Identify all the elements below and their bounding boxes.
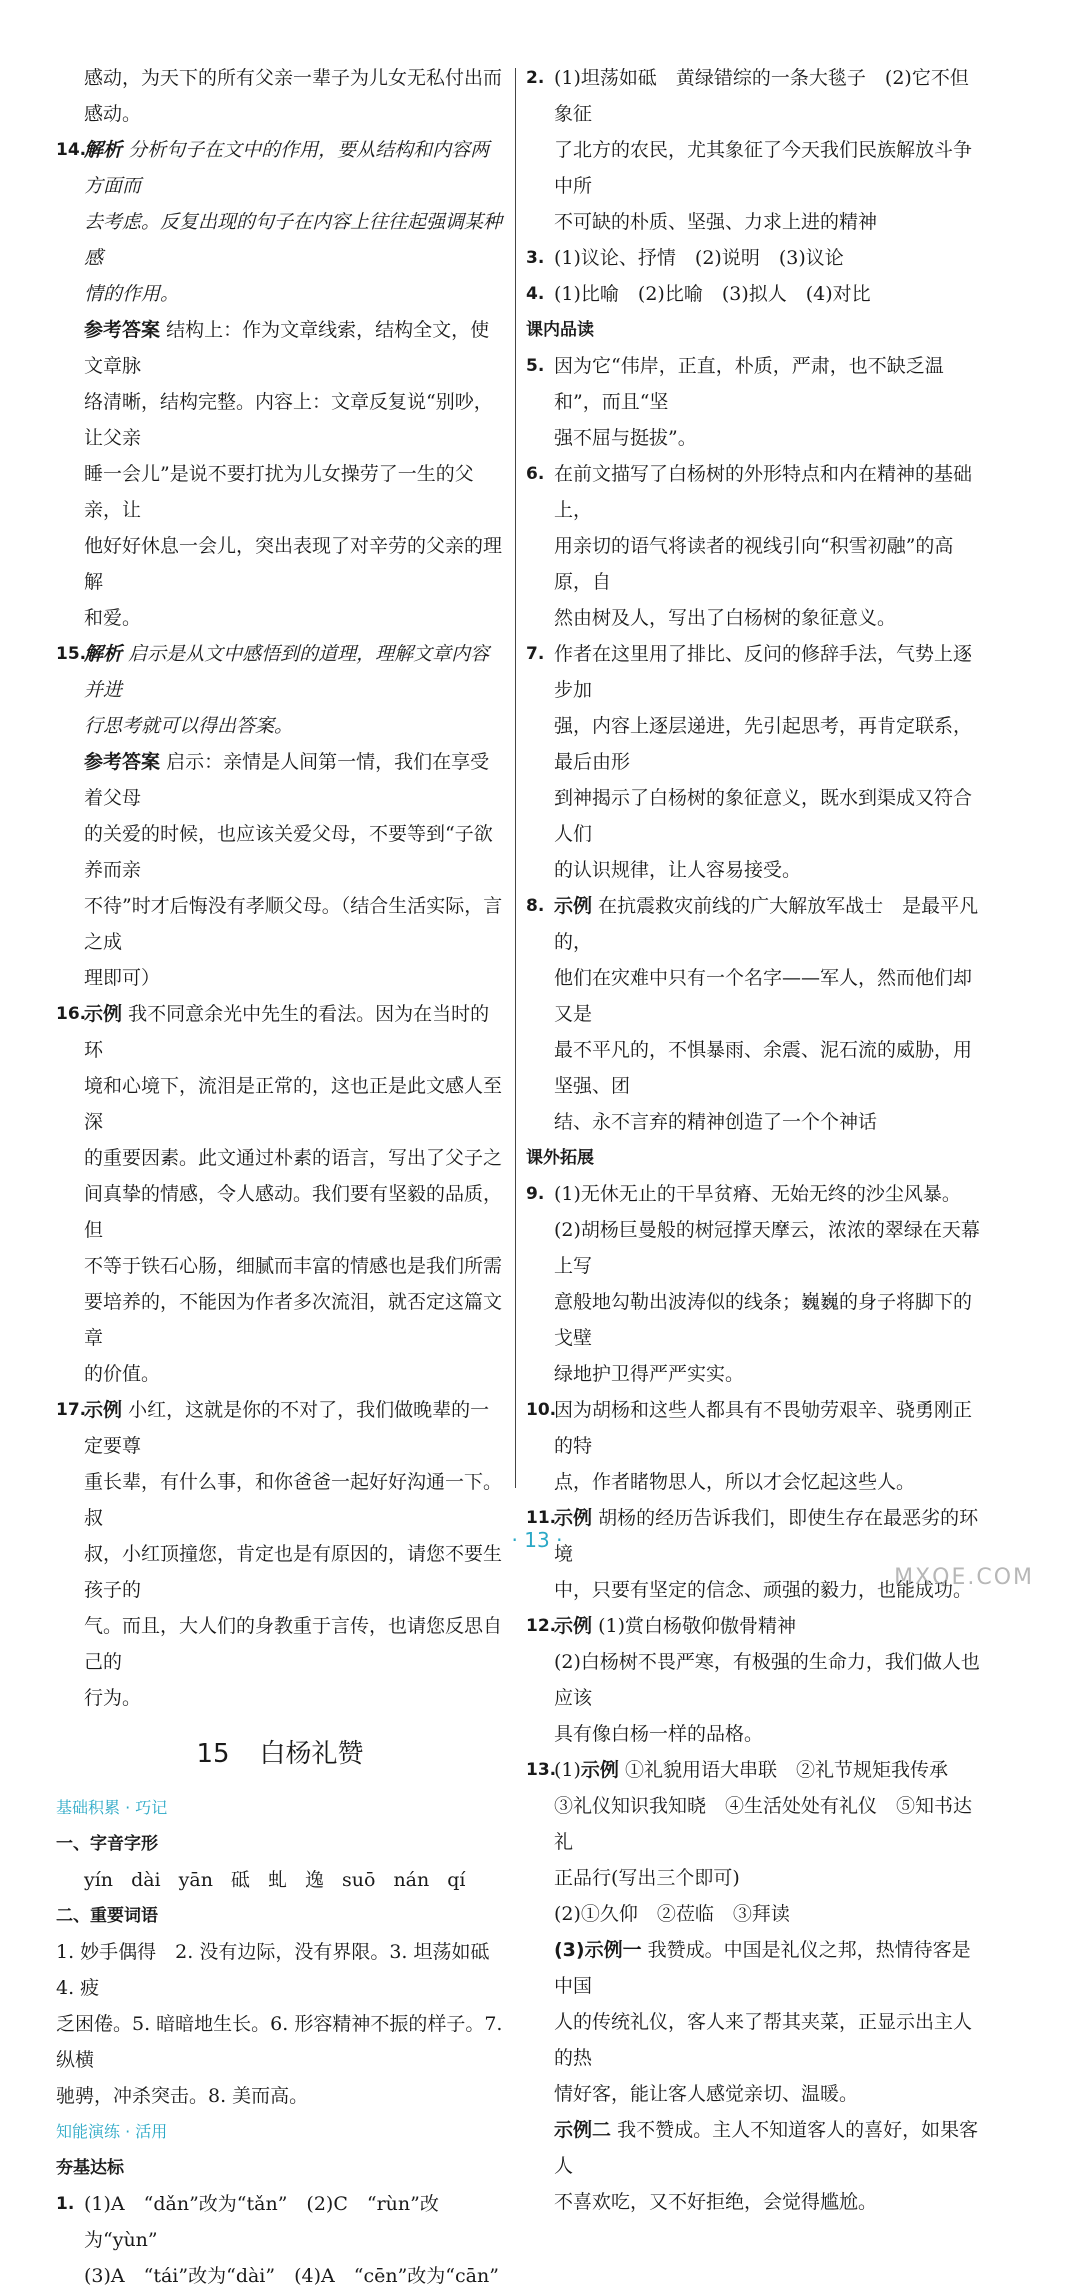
subsection-heading: 课外拓展 — [526, 1148, 594, 1168]
text-line: ①礼貌用语大串联 ②礼节规矩我传承 — [624, 1759, 948, 1781]
subsection-heading: 一、字音字形 — [56, 1834, 158, 1854]
text-line: 情好客，能让客人感觉亲切、温暖。 — [554, 2083, 859, 2105]
example-label: (3)示例一 — [554, 1939, 642, 1961]
lesson-number: 15 — [196, 1739, 230, 1769]
question-16 — [56, 996, 504, 1392]
text-line: (1) — [554, 1759, 581, 1781]
text-line: 络清晰，结构完整。内容上：文章反复说“别吵，让父亲 — [84, 391, 493, 449]
question-number: 8. — [526, 896, 545, 916]
example-label: 示例 — [580, 1759, 619, 1781]
example-label: 示例 — [84, 1399, 123, 1421]
text-line: 人的传统礼仪，客人来了帮其夹菜，正显示出主人的热 — [554, 2011, 973, 2069]
text-line: 点，作者睹物思人，所以才会忆起这些人。 — [554, 1471, 916, 1493]
text-line: 我不同意余光中先生的看法。因为在当时的环 — [84, 1003, 490, 1061]
text-line: 结、永不言弃的精神创造了一个个神话 — [554, 1111, 878, 1133]
section-heading: 知能演练 · 活用 — [56, 2122, 168, 2141]
pinyin-row — [56, 1862, 504, 1898]
text-line: 在抗震救灾前线的广大解放军战士 是最平凡的， — [554, 895, 979, 953]
question-6 — [526, 456, 986, 636]
text-line: 强，内容上逐层递进，先引起思考，再肯定联系，最后由形 — [554, 715, 973, 773]
text-line: 不喜欢吃，又不好拒绝，会觉得尴尬。 — [554, 2191, 878, 2213]
example-label: 示例 — [84, 1003, 123, 1025]
text-line: 行为。 — [84, 1687, 142, 1709]
text-line: 的认识规律，让人容易接受。 — [554, 859, 802, 881]
text-line: 到神揭示了白杨树的象征意义，既水到渠成又符合人们 — [554, 787, 973, 845]
text-line: 他好好休息一会儿，突出表现了对辛劳的父亲的理解 — [84, 535, 503, 593]
text-line: (1)无休无止的干旱贫瘠、无始无终的沙尘风暴。 — [554, 1183, 961, 1205]
question-11 — [526, 1500, 986, 1608]
question-number: 16. — [56, 1004, 87, 1024]
question-number: 7. — [526, 644, 545, 664]
text-line: (1)坦荡如砥 黄绿错综的一条大毯子 (2)它不但象征 — [554, 67, 969, 125]
question-number: 17. — [56, 1400, 87, 1420]
question-4 — [526, 276, 986, 312]
text-line: 正品行(写出三个即可) — [554, 1867, 740, 1889]
pinyin-item: dài — [131, 1869, 161, 1891]
question-number: 6. — [526, 464, 545, 484]
question-number: 10. — [526, 1400, 557, 1420]
text-line: 意般地勾勒出波涛似的线条；巍巍的身子将脚下的戈壁 — [554, 1291, 973, 1349]
question-8 — [526, 888, 986, 1140]
question-number: 14. — [56, 140, 87, 160]
text-line: 用亲切的语气将读者的视线引向“积雪初融”的高原，自 — [554, 535, 954, 593]
text-line: 的关爱的时候，也应该关爱父母，不要等到“子欲养而亲 — [84, 823, 493, 881]
text-line: 强不屈与挺拔”。 — [554, 427, 697, 449]
text-line: 小红，这就是你的不对了，我们做晚辈的一定要尊 — [84, 1399, 490, 1457]
question-17 — [56, 1392, 512, 1716]
question-number: 11. — [526, 1508, 557, 1528]
question-number: 2. — [526, 68, 545, 88]
question-5 — [526, 348, 986, 456]
pinyin-item: 虬 — [267, 1869, 287, 1891]
text-line: (3)A “tái”改为“dài” (4)A “cēn”改为“cān” — [84, 2265, 499, 2287]
text-line: 因为胡杨和这些人都具有不畏劬劳艰辛、骁勇刚正的特 — [554, 1399, 973, 1457]
pinyin-item: 逸 — [304, 1869, 324, 1891]
text-line: 因为它“伟岸，正直，朴质，严肃，也不缺乏温和”，而且“坚 — [554, 355, 944, 413]
text-line: 情的作用。 — [84, 283, 180, 305]
subsection-heading: 课内品读 — [526, 320, 594, 340]
text-line: 感动，为天下的所有父亲一辈子为儿女无私付出而 — [84, 67, 503, 89]
analysis-label: 解析 — [84, 643, 123, 665]
question-1 — [56, 2186, 504, 2294]
question-number: 5. — [526, 356, 545, 376]
text-line: 他们在灾难中只有一个名字——军人，然而他们却又是 — [554, 967, 973, 1025]
text-line: 和爱。 — [84, 607, 142, 629]
pinyin-item: nán — [393, 1869, 430, 1891]
text-line: 乏困倦。5. 暗暗地生长。6. 形容精神不振的样子。7. 纵横 — [56, 2013, 503, 2071]
text-line: 间真挚的情感，令人感动。我们要有坚毅的品质，但 — [84, 1183, 503, 1241]
text-line: 去考虑。反复出现的句子在内容上往往起强调某种感 — [84, 211, 503, 269]
analysis-label: 解析 — [84, 139, 123, 161]
text-line: (1)赏白杨敬仰傲骨精神 — [598, 1615, 796, 1637]
column-divider — [515, 68, 516, 1488]
text-line: 启示是从文中感悟到的道理，理解文章内容并进 — [84, 643, 490, 701]
text-line: 睡一会儿”是说不要打扰为儿女操劳了一生的父亲，让 — [84, 463, 474, 521]
text-line: 然由树及人，写出了白杨树的象征意义。 — [554, 607, 897, 629]
page-number: · 13 · — [511, 1528, 563, 1552]
question-number: 12. — [526, 1616, 557, 1636]
text-line: 的重要因素。此文通过朴素的语言，写出了父子之 — [84, 1147, 503, 1169]
text-line: 行思考就可以得出答案。 — [84, 715, 294, 737]
question-10 — [526, 1392, 986, 1500]
question-9 — [526, 1176, 986, 1392]
watermark: MXQE.COM — [894, 1565, 1034, 1590]
text-line: 最不平凡的，不惧暴雨、余震、泥石流的威胁，用坚强、团 — [554, 1039, 973, 1097]
text-line: (2)白杨树不畏严寒，有极强的生命力，我们做人也应该 — [554, 1651, 980, 1709]
text-line: 不待”时才后悔没有孝顺父母。（结合生活实际，言之成 — [84, 895, 503, 953]
text-line: 具有像白杨一样的品格。 — [554, 1723, 764, 1745]
pinyin-item: qí — [447, 1869, 466, 1891]
text-line: 了北方的农民，尤其象征了今天我们民族解放斗争中所 — [554, 139, 973, 197]
text-line: 气。而且，大人们的身教重于言传，也请您反思自己的 — [84, 1615, 503, 1673]
text-line: 在前文描写了白杨树的外形特点和内在精神的基础上， — [554, 463, 973, 521]
answer-label: 参考答案 — [84, 751, 161, 773]
text-line: 理即可） — [84, 967, 161, 989]
question-7 — [526, 636, 986, 888]
question-14 — [56, 132, 504, 636]
question-12 — [526, 1608, 986, 1752]
subsection-heading: 二、重要词语 — [56, 1906, 158, 1926]
question-number: 1. — [56, 2194, 75, 2214]
text-line: (1)比喻 (2)比喻 (3)拟人 (4)对比 — [554, 283, 871, 305]
lesson-title — [56, 1734, 504, 1774]
section-heading: 基础积累 · 巧记 — [56, 1798, 168, 1817]
question-number: 15. — [56, 644, 87, 664]
left-column — [56, 60, 512, 2294]
text-line: 结构上：作为文章线索，结构全文，使文章脉 — [84, 319, 490, 377]
right-column — [526, 60, 986, 2220]
text-line: 中，只要有坚定的信念、顽强的毅力，也能成功。 — [554, 1579, 973, 1601]
subsection-heading: 夯基达标 — [56, 2158, 124, 2178]
text-line: 分析句子在文中的作用，要从结构和内容两方面而 — [84, 139, 490, 197]
text-line: 驰骋，冲杀突击。8. 美而高。 — [56, 2085, 309, 2107]
text-line: 不等于铁石心肠，细腻而丰富的情感也是我们所需 — [84, 1255, 503, 1277]
question-15 — [56, 636, 504, 996]
text-line: 的价值。 — [84, 1363, 161, 1385]
text-line: 境和心境下，流泪是正常的，这也正是此文感人至深 — [84, 1075, 503, 1133]
text-line: 不可缺的朴质、坚强、力求上进的精神 — [554, 211, 878, 233]
pinyin-item: 砥 — [230, 1869, 250, 1891]
pinyin-item: yān — [178, 1869, 213, 1891]
text-line: ③礼仪知识我知晓 ④生活处处有礼仪 ⑤知书达礼 — [554, 1795, 973, 1853]
text-line: 我不赞成。主人不知道客人的喜好，如果客人 — [554, 2119, 979, 2177]
question-2 — [526, 60, 986, 240]
text-line: 胡杨的经历告诉我们，即使生存在最恶劣的环境 — [554, 1507, 979, 1565]
text-line: (2)①久仰 ②莅临 ③拜读 — [554, 1903, 790, 1925]
question-number: 13. — [526, 1760, 557, 1780]
text-line: 作者在这里用了排比、反问的修辞手法，气势上逐步加 — [554, 643, 973, 701]
text-line: 启示：亲情是人间第一情，我们在享受着父母 — [84, 751, 490, 809]
pinyin-item: suō — [342, 1869, 376, 1891]
question-3 — [526, 240, 986, 276]
text-line: 感动。 — [84, 103, 142, 125]
text-line: 绿地护卫得严严实实。 — [554, 1363, 745, 1385]
question-number: 9. — [526, 1184, 545, 1204]
answer-label: 参考答案 — [84, 319, 161, 341]
example-label: 示例 — [554, 1507, 593, 1529]
example-label: 示例二 — [554, 2119, 612, 2141]
text-line: 重长辈，有什么事，和你爸爸一起好好沟通一下。 叔 — [84, 1471, 512, 1529]
text-line: (2)胡杨巨曼般的树冠撑天摩云，浓浓的翠绿在天幕上写 — [554, 1219, 980, 1277]
continued-answer — [56, 60, 504, 132]
text-line: 1. 妙手偶得 2. 没有边际，没有界限。3. 坦荡如砥 4. 疲 — [56, 1941, 509, 1999]
text-line: (1)A “dǎn”改为“tǎn” (2)C “rùn”改为“yùn” — [84, 2193, 439, 2251]
question-number: 3. — [526, 248, 545, 268]
text-line: 我赞成。中国是礼仪之邦，热情待客是中国 — [554, 1939, 971, 1997]
text-line: 叔，小红顶撞您，肯定也是有原因的，请您不要生孩子的 — [84, 1543, 503, 1601]
question-13 — [526, 1752, 986, 2220]
pinyin-item: yín — [84, 1869, 114, 1891]
example-label: 示例 — [554, 895, 593, 917]
text-line: 要培养的，不能因为作者多次流泪，就否定这篇文章 — [84, 1291, 503, 1349]
example-label: 示例 — [554, 1615, 593, 1637]
text-line: (1)议论、抒情 (2)说明 (3)议论 — [554, 247, 844, 269]
lesson-name: 白杨礼赞 — [259, 1739, 364, 1769]
question-number: 4. — [526, 284, 545, 304]
